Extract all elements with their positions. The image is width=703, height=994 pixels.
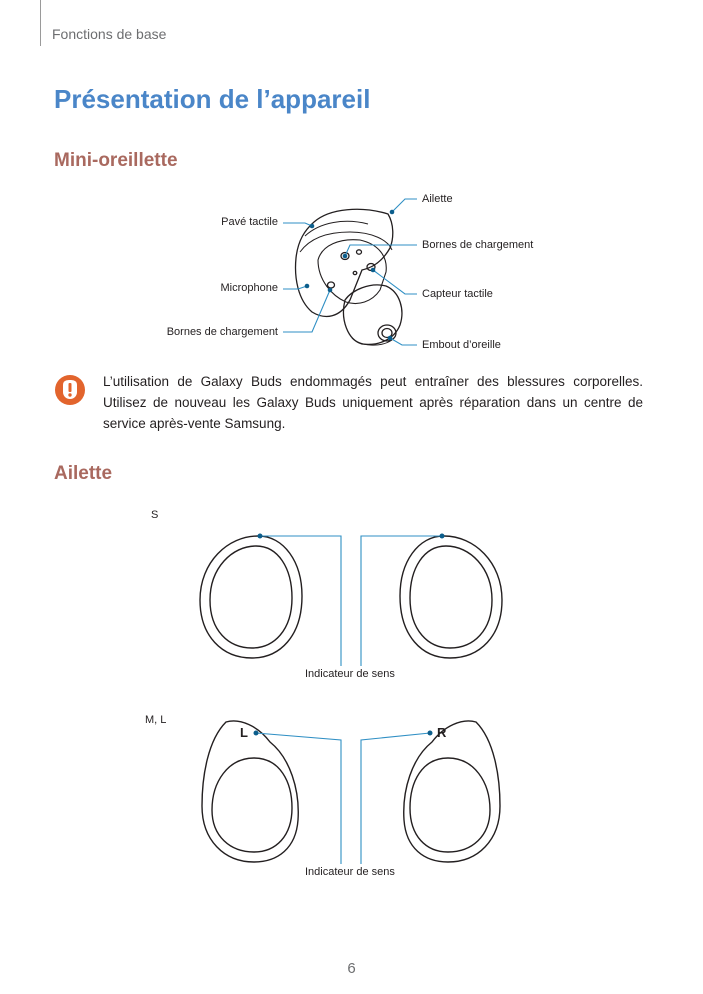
left-mark: L: [240, 725, 248, 740]
direction-indicator-label-ml: Indicateur de sens: [305, 866, 395, 878]
label-eartip: Embout d’oreille: [422, 339, 501, 351]
section-header: Fonctions de base: [52, 26, 167, 42]
wingtip-ml-right: [404, 721, 500, 862]
page-number: 6: [347, 960, 356, 977]
direction-dots: [254, 534, 445, 736]
size-label-ml: M, L: [145, 714, 167, 726]
wingtip-heading: Ailette: [54, 463, 113, 484]
earbud-heading: Mini-oreillette: [54, 150, 178, 171]
label-microphone: Microphone: [220, 282, 278, 294]
right-mark: R: [437, 725, 447, 740]
warning-text: L’utilisation de Galaxy Buds endommagés peut entraîner des blessures corporelles. Utilisez de nouveau les Galaxy Buds uniquement après réparation dans un centre de service après-vente Samsung.: [103, 374, 643, 431]
size-label-s: S: [151, 509, 159, 521]
label-charging-right: Bornes de chargement: [422, 239, 534, 251]
label-touch-sensor: Capteur tactile: [422, 288, 493, 300]
wingtip-s-left: [200, 536, 302, 658]
direction-indicator-label-s: Indicateur de sens: [305, 668, 395, 680]
label-charging-left: Bornes de chargement: [166, 326, 278, 338]
wingtip-s-right: [400, 536, 502, 658]
label-wingtip: Ailette: [422, 193, 453, 205]
wingtip-ml-left: [202, 721, 298, 862]
label-touchpad: Pavé tactile: [221, 216, 278, 228]
page-title: Présentation de l’appareil: [54, 84, 371, 114]
direction-callouts: [256, 536, 442, 864]
